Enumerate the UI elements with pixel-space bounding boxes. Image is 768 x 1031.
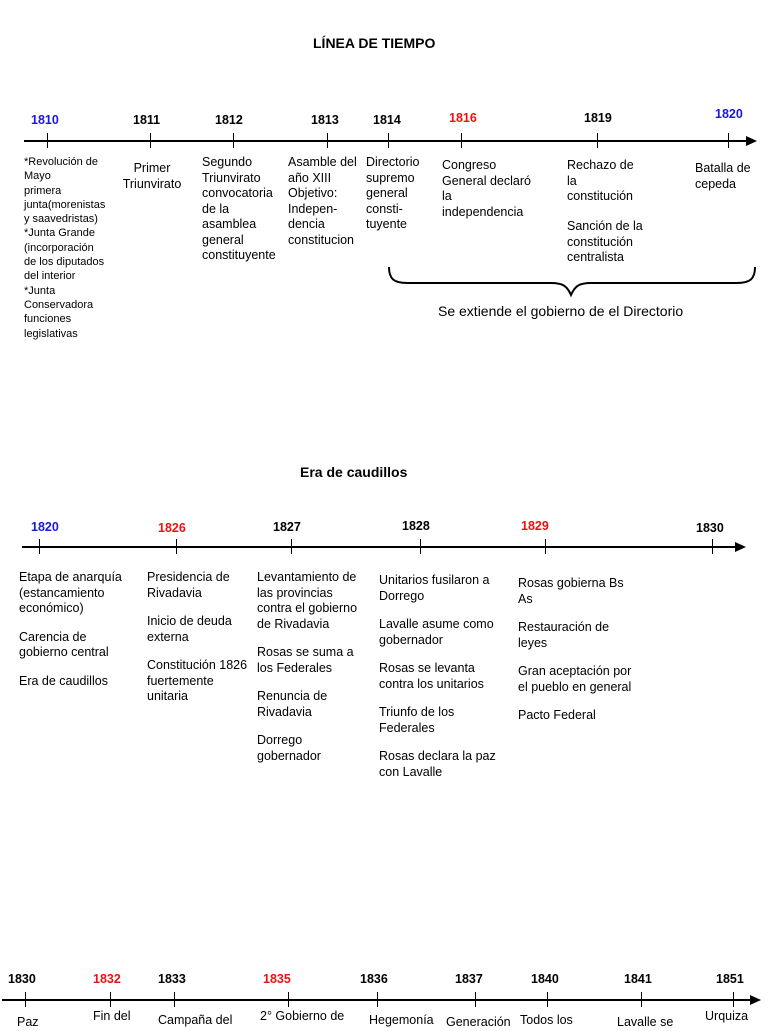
event-line: Rosas declara la paz — [379, 749, 496, 763]
event-line: Asamble del — [288, 155, 357, 169]
event-line: As — [518, 591, 533, 606]
year-label: 1813 — [311, 113, 339, 127]
event-line: del interior — [24, 270, 76, 283]
event-line: los Federales — [257, 660, 333, 675]
event-group — [257, 570, 357, 632]
event-line: contra los unitarios — [379, 676, 484, 691]
event-line: constitución — [567, 234, 634, 249]
timeline-2-axis — [22, 546, 737, 548]
event-line: constitución — [567, 189, 634, 203]
event-group — [379, 617, 496, 648]
event-1837: Generación — [446, 1015, 511, 1029]
event-line: Pacto Federal — [518, 708, 596, 722]
event-line: legislativas — [24, 327, 78, 340]
event-line: de los diputados — [24, 256, 105, 269]
event-line: Rosas se suma a — [257, 645, 354, 659]
event-line: *Revolución de — [24, 156, 98, 168]
event-line: y saavedristas) — [24, 213, 98, 226]
timeline-2-tick — [545, 539, 546, 554]
timeline-1-arrow-icon — [746, 136, 757, 146]
event-line: externa — [147, 629, 189, 644]
curly-brace-icon — [385, 262, 761, 298]
event-line: Sanción de la — [567, 219, 643, 233]
event-line: Rivadavia — [147, 585, 202, 600]
timeline-2-tick — [420, 539, 421, 554]
event-group — [518, 620, 631, 651]
event-line: Levantamiento de — [257, 570, 357, 584]
event-line: consti- — [366, 201, 403, 216]
timeline-1-tick — [728, 133, 729, 148]
event-line: independencia — [442, 204, 524, 219]
event-line: general — [366, 186, 408, 200]
event-line: Gran aceptación por — [518, 664, 632, 678]
event-line: *Junta — [24, 284, 56, 297]
event-line: Unitarios fusilaron a — [379, 573, 490, 587]
events-1826 — [147, 570, 247, 718]
year-label: 1835 — [263, 972, 291, 986]
event-line: económico) — [19, 601, 84, 615]
event-1833: Campaña del — [158, 1013, 233, 1027]
year-label: 1819 — [584, 111, 612, 125]
year-label: 1812 — [215, 113, 243, 127]
event-line: General declaró — [442, 173, 531, 188]
event-line: Mayo — [24, 170, 51, 183]
timeline-1-tick — [388, 133, 389, 148]
timeline-1-title: LÍNEA DE TIEMPO — [313, 35, 436, 51]
year-label: 1828 — [402, 519, 430, 533]
event-line: Era de caudillos — [19, 673, 108, 688]
event-line: Triunvirato — [202, 170, 261, 185]
event-line: Presidencia de — [147, 570, 230, 584]
timeline-2-tick — [176, 539, 177, 554]
event-1836: Hegemonía — [369, 1013, 434, 1027]
event-line: Segundo — [202, 155, 253, 169]
event-line: Rosas se levanta — [379, 661, 475, 675]
event-line: Carencia de — [19, 629, 87, 644]
timeline-3-tick — [475, 992, 476, 1007]
event-line: gobernador — [379, 632, 443, 647]
year-label: 1836 — [360, 972, 388, 986]
event-group — [379, 573, 496, 604]
year-label: 1820 — [715, 107, 743, 121]
timeline-3-arrow-icon — [750, 995, 761, 1005]
year-label: 1851 — [716, 972, 744, 986]
event-line: Triunfo de los — [379, 705, 455, 719]
event-group — [257, 689, 357, 720]
timeline-3-tick — [547, 992, 548, 1007]
year-label: 1827 — [273, 520, 301, 534]
event-group — [379, 661, 496, 692]
event-line: fuertemente — [147, 673, 214, 688]
event-group — [518, 576, 631, 607]
event-line: junta(morenistas — [24, 198, 106, 211]
event-line: primera — [24, 184, 62, 197]
timeline-2-title: Era de caudillos — [300, 464, 408, 480]
event-line: dencia — [288, 217, 325, 231]
event-line: constitucion — [288, 232, 355, 247]
event-line: Congreso — [442, 158, 497, 172]
event-1812 — [202, 155, 276, 264]
timeline-1-axis — [24, 140, 748, 142]
event-line: contra el gobierno — [257, 601, 358, 615]
event-line: supremo — [366, 170, 415, 185]
event-line: las provincias — [257, 585, 333, 600]
timeline-3-tick — [110, 992, 111, 1007]
event-line: Triunvirato — [122, 176, 182, 191]
timeline-1-tick — [233, 133, 234, 148]
event-group — [19, 630, 122, 661]
event-line: general — [202, 232, 244, 247]
event-group — [147, 570, 247, 601]
event-line: de la — [202, 201, 230, 216]
event-line: Conservadora — [24, 298, 94, 311]
event-line: año XIII — [288, 170, 332, 185]
event-line: Batalla de — [695, 161, 751, 175]
event-line: constituyente — [202, 248, 276, 262]
events-1828 — [379, 573, 496, 793]
year-label: 1811 — [133, 113, 161, 127]
timeline-2-tick — [39, 539, 40, 554]
event-group — [257, 733, 357, 764]
event-group — [257, 645, 357, 676]
event-group — [19, 674, 122, 690]
event-1840: Todos los — [520, 1013, 573, 1027]
year-label: 1832 — [93, 972, 121, 986]
event-line: leyes — [518, 635, 548, 650]
event-line: Lavalle asume como — [379, 617, 494, 631]
event-group — [379, 749, 496, 780]
year-label: 1837 — [455, 972, 483, 986]
event-group — [147, 658, 247, 705]
event-line: Rosas gobierna Bs — [518, 576, 624, 590]
event-1835: 2° Gobierno de — [260, 1009, 345, 1023]
event-1810 — [24, 155, 105, 341]
timeline-1-tick — [47, 133, 48, 148]
year-label: 1840 — [531, 972, 559, 986]
event-line: (incorporación — [24, 241, 94, 254]
timeline-1-tick — [327, 133, 328, 148]
event-1811 — [118, 161, 186, 192]
event-1830: Paz — [17, 1015, 39, 1029]
event-line: la — [442, 189, 452, 203]
event-group — [379, 705, 496, 736]
year-label: 1841 — [624, 972, 652, 986]
event-1816 — [442, 158, 531, 220]
brace-label: Se extiende el gobierno de el Directorio — [438, 303, 684, 319]
event-1820 — [695, 161, 751, 192]
event-1841: Lavalle se — [617, 1015, 674, 1029]
event-line: cepeda — [695, 176, 737, 191]
event-line: convocatoria — [202, 186, 273, 200]
timeline-3-tick — [25, 992, 26, 1007]
event-line: unitaria — [147, 689, 188, 703]
year-label: 1814 — [373, 113, 401, 127]
event-line: Primer — [133, 161, 171, 175]
event-group — [518, 708, 631, 724]
event-line: tuyente — [366, 217, 408, 231]
event-line: Inicio de deuda — [147, 614, 232, 628]
event-line: Rechazo de — [567, 158, 634, 172]
timeline-1-tick — [461, 133, 462, 148]
timeline-3-tick — [288, 992, 289, 1007]
event-line: el pueblo en general — [518, 679, 632, 694]
event-line: Rivadavia — [257, 704, 312, 719]
event-1814 — [366, 155, 420, 233]
event-line: *Junta Grande — [24, 227, 95, 240]
event-1832: Fin del — [93, 1009, 131, 1023]
event-line: Objetivo: — [288, 186, 338, 200]
event-line: centralista — [567, 250, 624, 264]
event-line: Etapa de anarquía — [19, 570, 122, 584]
event-line: gobierno central — [19, 645, 109, 659]
event-line: funciones — [24, 313, 72, 326]
events-1820 — [19, 570, 122, 702]
event-line: Renuncia de — [257, 689, 328, 703]
year-label: 1826 — [158, 521, 186, 535]
timeline-2-tick — [712, 539, 713, 554]
timeline-3-tick — [733, 992, 734, 1007]
event-line: la — [567, 173, 577, 188]
year-label: 1830 — [8, 972, 36, 986]
year-label: 1830 — [696, 521, 724, 535]
event-group — [147, 614, 247, 645]
event-1819-b — [567, 219, 643, 266]
timeline-1-tick — [150, 133, 151, 148]
year-label: 1829 — [521, 519, 549, 533]
year-label: 1820 — [31, 520, 59, 534]
event-group — [19, 570, 122, 617]
year-label: 1810 — [31, 113, 59, 127]
timeline-1-tick — [597, 133, 598, 148]
event-line: Directorio — [366, 155, 420, 169]
year-label: 1816 — [449, 111, 477, 125]
event-line: con Lavalle — [379, 764, 443, 779]
year-label: 1833 — [158, 972, 186, 986]
event-line: Constitución 1826 — [147, 658, 248, 672]
event-line: de Rivadavia — [257, 616, 330, 631]
event-line: (estancamiento — [19, 585, 105, 600]
events-1829 — [518, 576, 631, 737]
timeline-3-tick — [377, 992, 378, 1007]
events-1827 — [257, 570, 357, 777]
event-line: asamblea — [202, 217, 257, 231]
event-1819-a — [567, 158, 634, 205]
event-line: Restauración de — [518, 620, 610, 634]
event-line: Indepen- — [288, 201, 338, 216]
event-line: Federales — [379, 720, 435, 735]
event-line: gobernador — [257, 748, 321, 763]
timeline-2-arrow-icon — [735, 542, 746, 552]
event-group — [518, 664, 631, 695]
timeline-3-tick — [641, 992, 642, 1007]
event-line: Dorrego — [257, 733, 303, 747]
event-1851: Urquiza — [705, 1009, 749, 1023]
timeline-3-tick — [174, 992, 175, 1007]
timeline-2-tick — [291, 539, 292, 554]
event-1813 — [288, 155, 357, 248]
event-line: Dorrego — [379, 588, 425, 603]
